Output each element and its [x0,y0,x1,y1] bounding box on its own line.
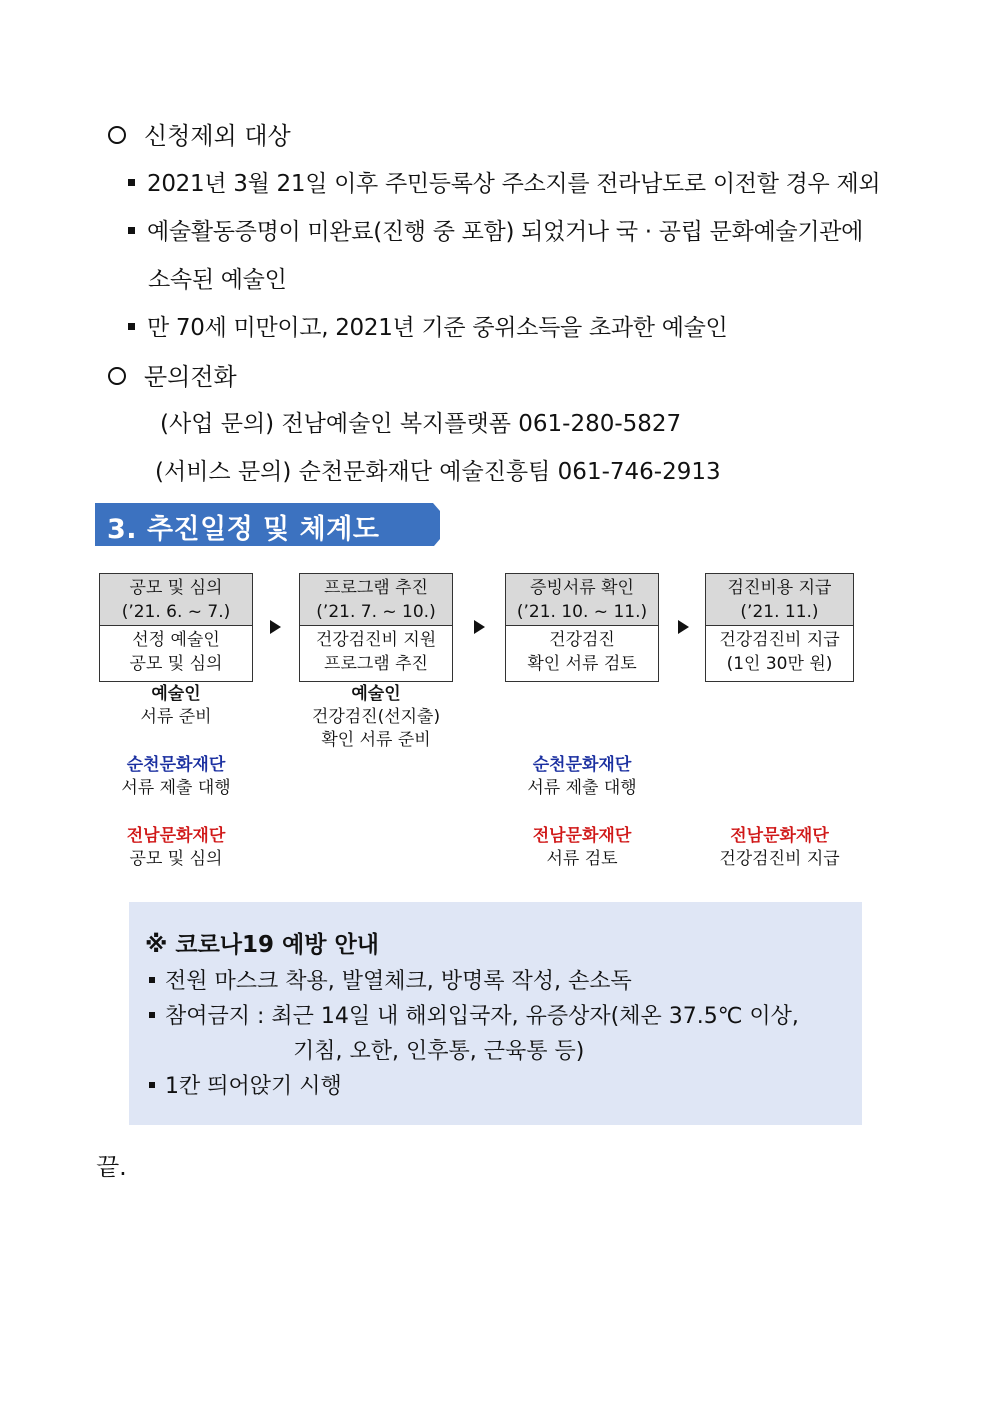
stage-title: 프로그램 추진 [324,578,428,598]
stage-body-line: (1인 30만 원) [726,654,833,674]
role-org: 순천문화재단 [532,755,632,775]
exclusion-item-continued: 소속된 예술인 [148,267,287,293]
section-3-banner [95,503,440,546]
role-org: 전남문화재단 [532,826,632,846]
role-org: 예술인 [151,684,201,704]
role-task: 건강검진(선지출) [311,707,441,727]
circle-bullet-icon [108,367,126,385]
stage-body-line: 확인 서류 검토 [527,654,637,674]
end-mark: 끝. [96,1153,127,1181]
role-org: 순천문화재단 [126,755,226,775]
role-org: 전남문화재단 [730,826,829,846]
stage-header [506,574,658,626]
stage-body-line: 건강검진비 지원 [315,630,437,650]
stage-header [706,574,853,626]
role-task: 서류 검토 [546,849,618,869]
exclusion-item [128,309,727,342]
role-org: 전남문화재단 [126,826,226,846]
inquiry-heading [108,357,237,392]
role-task: 서류 준비 [140,707,212,727]
role-artist-stage1 [99,683,253,729]
stage-box [299,573,453,682]
stage-body-line: 프로그램 추진 [324,654,428,674]
role-task: 공모 및 심의 [129,849,223,869]
exclusion-item-text: 만 70세 미만이고, 2021년 기준 중위소득을 초과한 예술인 [147,315,728,341]
role-task: 서류 제출 대행 [527,778,637,798]
square-bullet-icon [149,1012,155,1018]
notice-item [149,1069,342,1100]
stage-title: 증빙서류 확인 [530,578,634,598]
stage-period: (’21. 11.) [740,602,819,622]
role-jeonnam-stage4 [705,825,854,871]
role-task: 확인 서류 준비 [321,730,431,750]
stage-body [506,626,658,676]
stage-period: (’21. 10. ~ 11.) [516,602,648,622]
inquiry-line-business: (사업 문의) 전남예술인 복지플랫폼 061-280-5827 [160,411,682,437]
exclusion-heading [108,116,291,151]
stage-box [505,573,659,682]
stage-body-line: 공모 및 심의 [129,654,223,674]
exclusion-item [128,213,863,246]
square-bullet-icon [128,227,135,234]
stage-body-line: 건강검진 [549,630,615,650]
covid-notice-box [129,902,862,1125]
section-3-title: 3. 추진일정 및 체계도 [107,514,380,545]
stage-header [100,574,252,626]
stage-title: 공모 및 심의 [129,578,223,598]
stage-body-line: 건강검진비 지급 [719,630,840,650]
inquiry-heading-text: 문의전화 [144,363,237,391]
circle-bullet-icon [108,126,126,144]
role-artist-stage2 [299,683,453,752]
flow-arrow-icon [474,620,485,634]
notice-item-text: 참여금지 : 최근 14일 내 해외입국자, 유증상자(체온 37.5℃ 이상, [165,1004,799,1029]
stage-period: (’21. 6. ~ 7.) [121,602,231,622]
inquiry-line-service: (서비스 문의) 순천문화재단 예술진흥팀 061-746-2913 [155,459,721,485]
role-jeonnam-stage1 [99,825,253,871]
notice-title: ※ 코로나19 예방 안내 [145,932,379,958]
square-bullet-icon [149,1082,155,1088]
role-task: 건강검진비 지급 [719,849,840,869]
stage-title: 검진비용 지급 [727,578,832,598]
exclusion-item-text: 예술활동증명이 미완료(진행 중 포함) 되었거나 국 · 공립 문화예술기관에 [147,219,864,245]
notice-item [149,964,632,995]
stage-body [706,626,853,676]
stage-period: (’21. 7. ~ 10.) [316,602,436,622]
exclusion-item [128,165,880,198]
stage-header [300,574,452,626]
exclusion-item-text: 2021년 3월 21일 이후 주민등록상 주소지를 전라남도로 이전할 경우 제외 [147,171,881,197]
stage-body [300,626,452,676]
flow-arrow-icon [678,620,689,634]
square-bullet-icon [128,179,135,186]
square-bullet-icon [128,323,135,330]
notice-item-continued: 기침, 오한, 인후통, 근육통 등) [293,1039,585,1064]
role-jeonnam-stage3 [505,825,659,871]
square-bullet-icon [149,977,155,983]
stage-body-line: 선정 예술인 [132,630,220,650]
role-suncheon-stage1 [99,754,253,800]
stage-body [100,626,252,676]
notice-item [149,999,799,1030]
notice-item-text: 전원 마스크 착용, 발열체크, 방명록 작성, 손소독 [165,969,632,994]
exclusion-heading-text: 신청제외 대상 [144,122,291,150]
role-suncheon-stage3 [505,754,659,800]
role-org: 예술인 [351,684,401,704]
flow-arrow-icon [270,620,281,634]
role-task: 서류 제출 대행 [121,778,231,798]
notice-item-text: 1칸 띄어앉기 시행 [165,1074,342,1099]
stage-box [99,573,253,682]
stage-box [705,573,854,682]
